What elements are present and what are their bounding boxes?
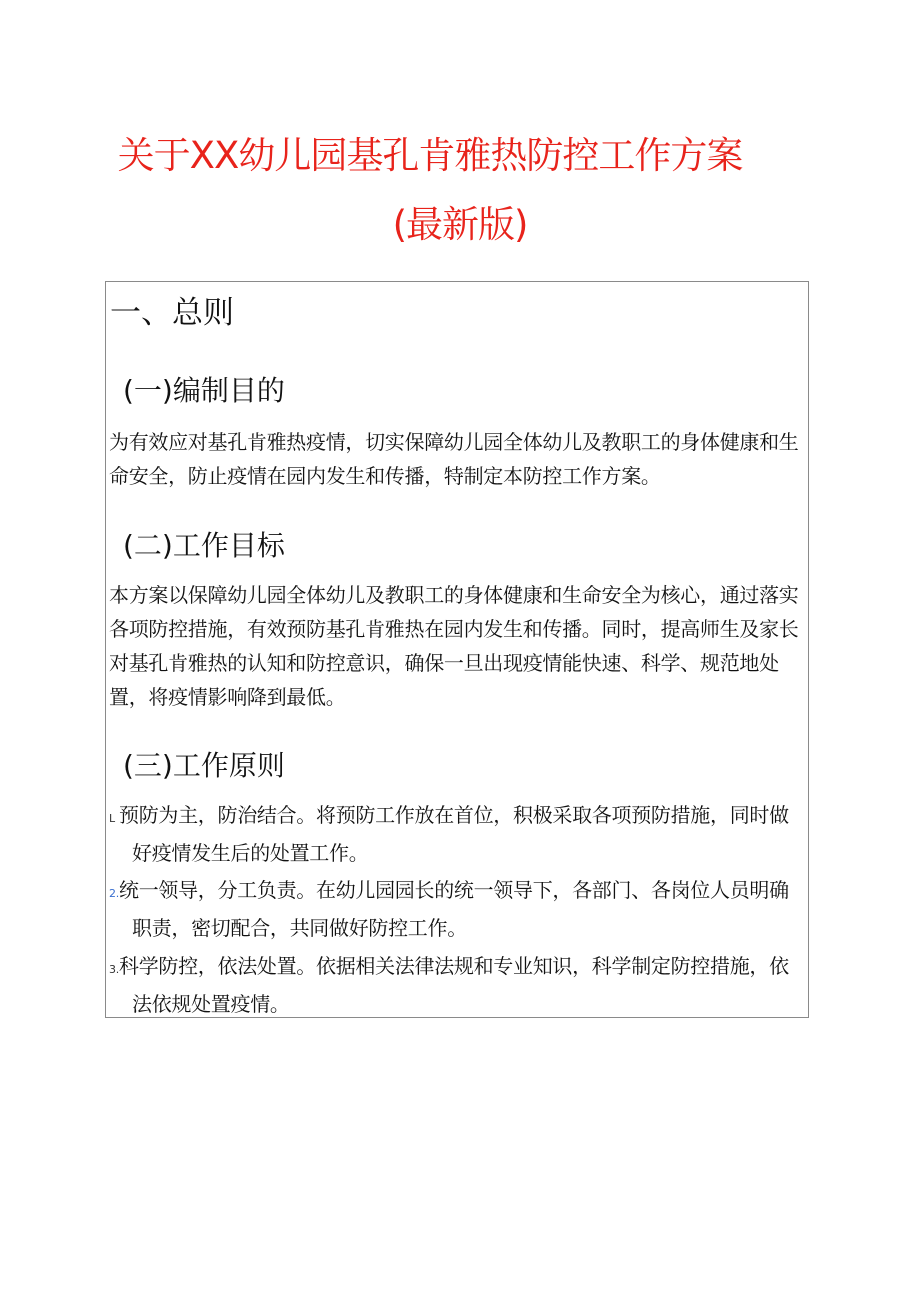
principle-text-line2: 好疫情发生后的处置工作。 xyxy=(132,841,369,865)
document-title: 关于XX幼儿园基孔肯雅热防控工作方案 xyxy=(117,134,743,177)
principle-item xyxy=(109,873,805,945)
principle-text-line1: 科学防控，依法处置。依据相关法律法规和专业知识，科学制定防控措施，依 xyxy=(119,954,789,978)
content-box xyxy=(105,281,809,1018)
subsection-heading-purpose: (一)编制目的 xyxy=(123,374,285,407)
subsection-heading-principles: (三)工作原则 xyxy=(123,749,285,782)
principle-text-line1: 预防为主，防治结合。将预防工作放在首位，积极采取各项预防措施，同时做 xyxy=(119,803,789,827)
goals-paragraph: 本方案以保障幼儿园全体幼儿及教职工的身体健康和生命安全为核心，通过落实各项防控措施，有效预防基孔肯雅热在园内发生和传播。同时，提高师生及家长对基孔肯雅热的认知和防控意识，确保一旦出现疫情能快速、科学、规范地处置，将疫情影响降到最低。 xyxy=(109,583,799,709)
principle-number: 3. xyxy=(109,963,119,976)
principle-number: 2. xyxy=(109,887,119,900)
purpose-paragraph: 为有效应对基孔肯雅热疫情，切实保障幼儿园全体幼儿及教职工的身体健康和生命安全，防止疫情在园内发生和传播，特制定本防控工作方案。 xyxy=(109,430,799,488)
principle-number: L xyxy=(109,812,115,825)
principle-item xyxy=(109,949,805,1021)
principle-text-line2: 法依规处置疫情。 xyxy=(132,992,290,1016)
subsection-heading-goals: (二)工作目标 xyxy=(123,529,285,562)
principle-text-line2: 职责，密切配合，共同做好防控工作。 xyxy=(132,916,467,940)
principle-item xyxy=(109,798,805,870)
section-heading-general: 一、总则 xyxy=(110,295,234,331)
principle-text-line1: 统一领导，分工负责。在幼儿园园长的统一领导下，各部门、各岗位人员明确 xyxy=(119,878,789,902)
document-subtitle: (最新版) xyxy=(392,203,528,246)
